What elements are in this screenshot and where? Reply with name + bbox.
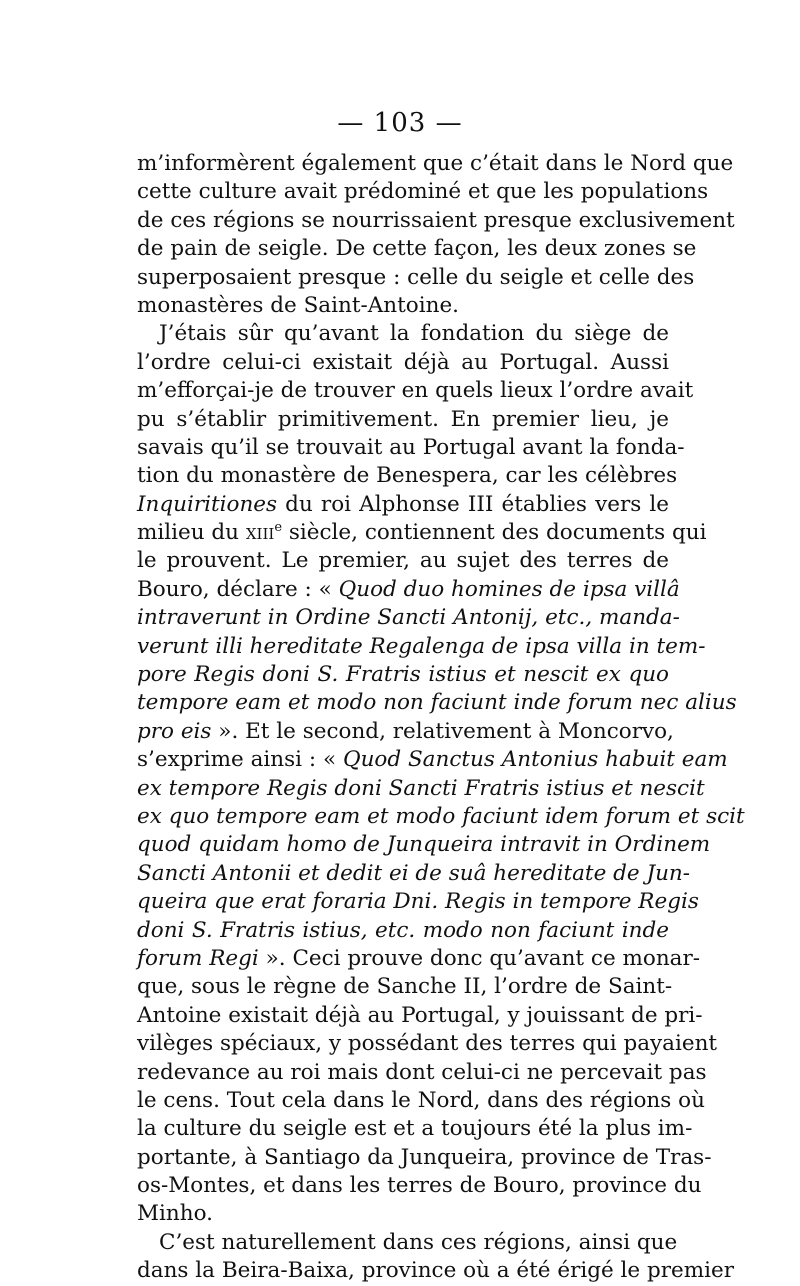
text-segment: l’ordre celui-ci existait déjà au Portugal. Aussi xyxy=(137,349,669,375)
text-segment: Bouro, déclare : « xyxy=(137,576,339,602)
text-line xyxy=(137,718,674,746)
text-segment: du roi Alphonse III établies vers le xyxy=(277,491,669,517)
text-segment: tion du monastère de Benespera, car les célèbres xyxy=(137,463,678,489)
text-line xyxy=(137,519,707,547)
text-segment: de ces régions se nourrissaient presque exclusivement xyxy=(137,207,735,233)
text-segment: e xyxy=(274,519,283,535)
text-segment: m’informèrent également que c’était dans le Nord que xyxy=(137,151,734,176)
text-line xyxy=(137,207,735,235)
text-line xyxy=(137,973,673,1001)
text-segment: cette culture avait prédominé et que les populations xyxy=(137,179,709,205)
text-segment: dans la Beira-Baixa, province où a été érigé le premier xyxy=(137,1258,735,1284)
text-segment: Minho. xyxy=(137,1201,213,1227)
text-line xyxy=(137,604,680,632)
text-segment: os-Montes, et dans les terres de Bouro, province du xyxy=(137,1173,702,1199)
text-line xyxy=(137,917,669,945)
text-segment: Antoine existait déjà au Portugal, y jouissant de pri- xyxy=(137,1002,703,1028)
text-line xyxy=(137,434,685,462)
text-segment: savais qu’il se trouvait au Portugal avant la fonda- xyxy=(137,434,685,460)
text-line xyxy=(137,547,669,575)
text-segment: C’est naturellement dans ces régions, ainsi que xyxy=(159,1229,678,1255)
text-line xyxy=(137,831,711,859)
text-line xyxy=(137,320,669,348)
latin-quote-text: Quod duo homines de ipsa villâ xyxy=(338,576,680,602)
text-line xyxy=(137,292,669,320)
text-line xyxy=(137,377,694,405)
text-segment: de pain de seigle. De cette façon, les deux zones se xyxy=(137,236,697,262)
text-segment: xiii xyxy=(245,520,275,546)
text-segment: J’étais sûr qu’avant la fondation du siège de xyxy=(159,321,669,347)
text-segment: redevance au roi mais dont celui-ci ne percevait pas xyxy=(137,1059,707,1085)
text-segment: superposaient presque : celle du seigle et celle des xyxy=(137,264,695,290)
latin-quote-text: verunt illi hereditate Regalenga de ipsa villa in tem- xyxy=(137,633,706,659)
text-line xyxy=(137,689,737,717)
text-line xyxy=(137,633,706,661)
text-line xyxy=(137,945,701,973)
text-line xyxy=(137,803,745,831)
text-segment: milieu du xyxy=(137,520,246,546)
text-segment: ». Ceci prouve donc qu’avant ce monar- xyxy=(258,945,701,971)
page-number: — 103 — xyxy=(337,108,463,138)
latin-quote-text: queira que erat foraria Dni. Regis in tempore Regis xyxy=(137,889,699,915)
text-line xyxy=(137,1144,712,1172)
text-line xyxy=(137,406,669,434)
text-line xyxy=(137,576,680,604)
body-text xyxy=(137,150,745,1286)
text-segment: pu s’établir primitivement. En premier lieu, je xyxy=(137,406,669,432)
text-segment: que, sous le règne de Sanche II, l’ordre de Saint- xyxy=(137,974,673,1000)
text-line xyxy=(137,235,697,263)
text-line xyxy=(137,661,669,689)
latin-quote-text: ex tempore Regis doni Sancti Fratris istius et nescit xyxy=(137,775,705,801)
latin-quote-text: pore Regis doni S. Fratris istius et nescit ex quo xyxy=(137,662,669,688)
text-segment: m’efforçai-je de trouver en quels lieux l’ordre avait xyxy=(137,378,694,404)
text-line xyxy=(137,1002,703,1030)
text-line xyxy=(137,746,728,774)
text-line xyxy=(137,1200,669,1228)
text-segment: s’exprime ainsi : « xyxy=(137,747,343,773)
text-segment: la culture du seigle est et a toujours été la plus im- xyxy=(137,1116,693,1142)
latin-quote-text: Inquiritiones xyxy=(137,491,278,517)
text-segment: portante, à Santiago da Junqueira, province de Tras- xyxy=(137,1144,712,1170)
latin-quote-text: pro eis xyxy=(137,718,212,744)
latin-quote-text: doni S. Fratris istius, etc. modo non faciunt inde xyxy=(137,917,669,943)
text-line xyxy=(137,491,669,519)
text-segment: ». Et le second, relativement à Moncorvo, xyxy=(211,718,674,744)
text-line xyxy=(137,1030,718,1058)
text-line xyxy=(137,462,678,490)
text-line xyxy=(137,775,705,803)
text-segment: le prouvent. Le premier, au sujet des terres de xyxy=(137,548,669,574)
latin-quote-text: intraverunt in Ordine Sancti Antonij, etc., manda- xyxy=(137,605,680,631)
latin-quote-text: Quod Sanctus Antonius habuit eam xyxy=(342,747,728,773)
text-segment: le cens. Tout cela dans le Nord, dans des régions où xyxy=(137,1087,705,1113)
text-line xyxy=(137,1059,707,1087)
latin-quote-text: Sancti Antonii et dedit ei de suâ hereditate de Jun- xyxy=(137,860,691,886)
text-segment: vilèges spéciaux, y possédant des terres qui payaient xyxy=(137,1031,718,1057)
text-segment: siècle, contiennent des documents qui xyxy=(282,520,707,546)
text-line xyxy=(137,1229,678,1257)
text-segment: monastères de Saint-Antoine. xyxy=(137,292,459,318)
latin-quote-text: tempore eam et modo non faciunt inde forum nec alius xyxy=(137,690,737,716)
latin-quote-text: quod quidam homo de Junqueira intravit in Ordinem xyxy=(137,832,711,858)
text-line xyxy=(137,150,734,178)
text-line xyxy=(137,888,699,916)
text-line xyxy=(137,264,695,292)
text-line xyxy=(137,178,709,206)
latin-quote-text: forum Regi xyxy=(137,945,259,971)
text-line xyxy=(137,860,691,888)
text-line xyxy=(137,349,669,377)
text-line xyxy=(137,1172,702,1200)
text-line xyxy=(137,1115,693,1143)
text-line xyxy=(137,1087,705,1115)
latin-quote-text: ex quo tempore eam et modo faciunt idem forum et scit xyxy=(137,803,745,829)
text-line xyxy=(137,1257,735,1285)
